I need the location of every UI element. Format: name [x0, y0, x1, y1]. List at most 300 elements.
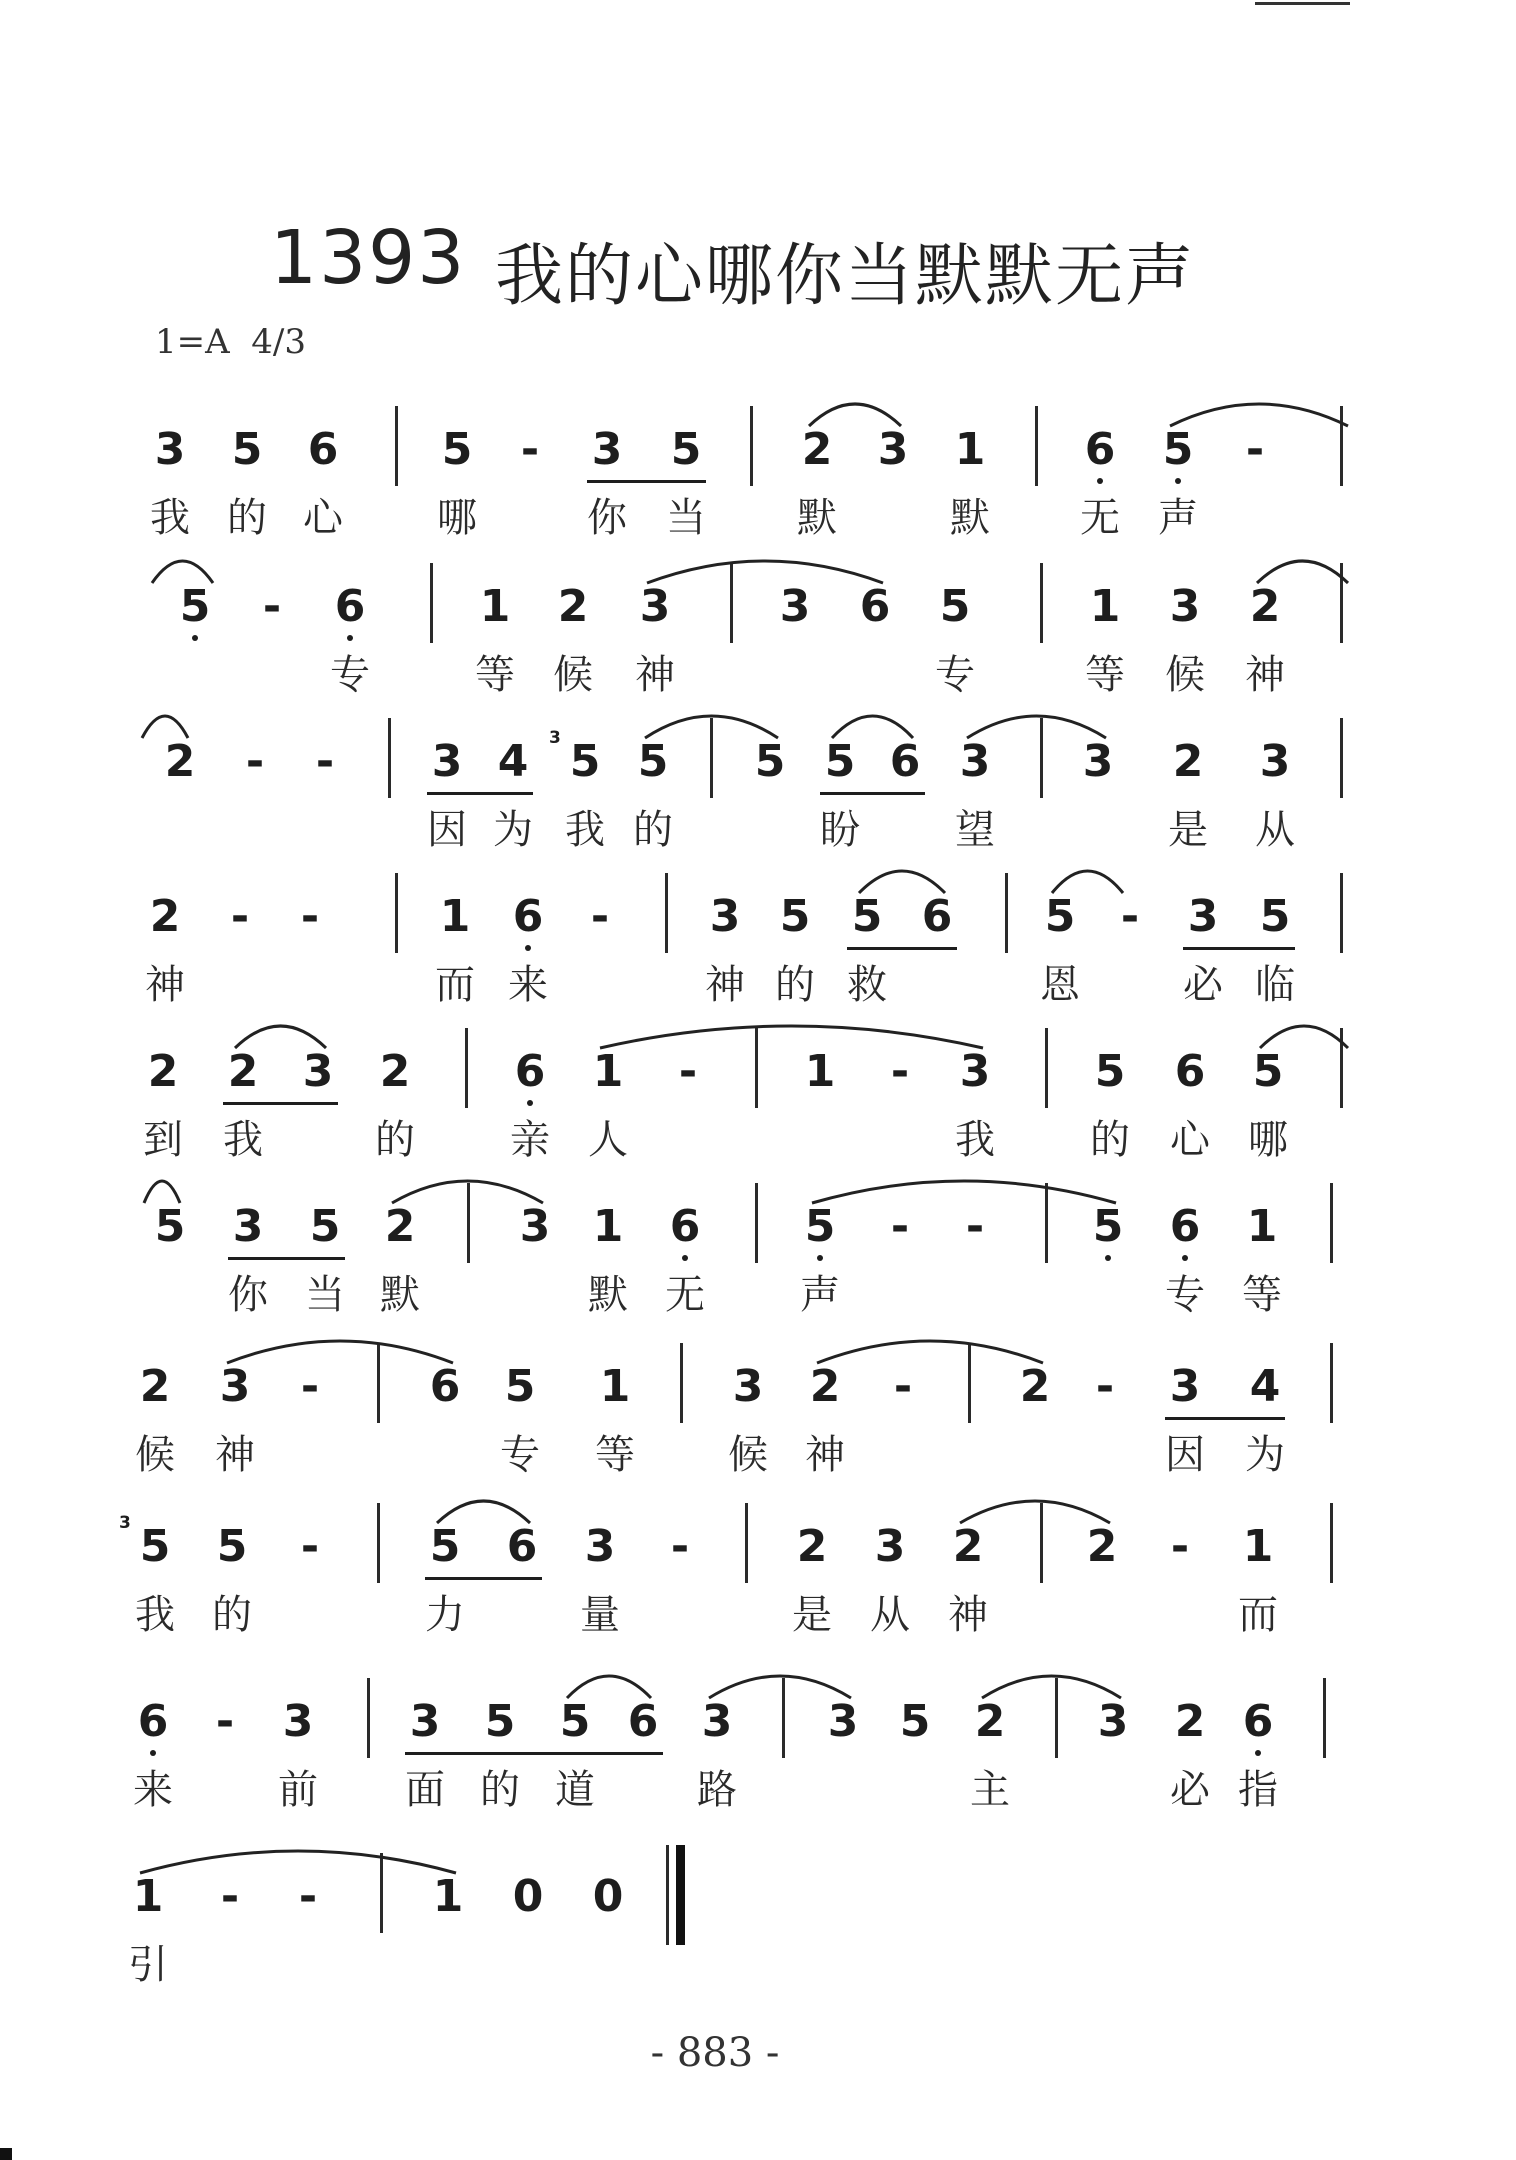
barline	[750, 406, 753, 486]
low-octave-dot	[347, 635, 353, 641]
barline	[388, 718, 391, 798]
barline	[1330, 1343, 1333, 1423]
lyric-char: 的	[775, 962, 815, 1008]
lyric-char: 神	[1245, 652, 1285, 698]
note-digit: 3	[732, 1361, 764, 1412]
slur-arc	[1258, 1012, 1350, 1052]
barline	[367, 1678, 370, 1758]
note-digit: 2	[557, 581, 589, 632]
low-octave-dot	[1097, 478, 1103, 484]
dash-note: -	[298, 1871, 318, 1922]
slur-arc	[565, 1662, 653, 1702]
slur-arc	[815, 1327, 1045, 1367]
note-digit: 1	[1246, 1201, 1278, 1252]
note-digit: 3	[1082, 736, 1114, 787]
note-digit: 1	[592, 1046, 624, 1097]
low-octave-dot	[1105, 1255, 1111, 1261]
note-digit: 3	[959, 1046, 991, 1097]
lyric-char: 的	[1090, 1117, 1130, 1163]
slur-path	[859, 871, 945, 893]
lyric-char: 哪	[437, 495, 477, 541]
note-digit: 1	[479, 581, 511, 632]
low-octave-dot	[1255, 1750, 1261, 1756]
lyric-char: 为	[493, 807, 533, 853]
lyric-char: 我	[955, 1117, 995, 1163]
lyric-char: 默	[797, 495, 837, 541]
note-digit: 3	[431, 736, 463, 787]
lyric-char: 因	[1165, 1432, 1205, 1478]
note-digit: 1	[954, 424, 986, 475]
slur-path	[967, 716, 1106, 738]
barline	[395, 873, 398, 953]
note-digit: 6	[137, 1696, 169, 1747]
lyric-char: 面	[405, 1767, 445, 1813]
note-digit: 6	[334, 581, 366, 632]
lyric-char: 默	[950, 495, 990, 541]
note-digit: 3	[877, 424, 909, 475]
slur-arc	[810, 1167, 1118, 1207]
beat-underline	[587, 480, 706, 483]
slur-path	[812, 1181, 1116, 1203]
note-digit: 1	[804, 1046, 836, 1097]
dash-note: -	[300, 1521, 320, 1572]
barline	[1005, 873, 1008, 953]
slur-path	[647, 561, 883, 583]
slur-arc	[140, 702, 190, 742]
lyric-char: 而	[435, 962, 475, 1008]
note-digit: 4	[497, 736, 529, 787]
dash-note: -	[300, 891, 320, 942]
beat-underline	[405, 1752, 663, 1755]
note-digit: 6	[514, 1046, 546, 1097]
low-octave-dot	[1175, 478, 1181, 484]
note-digit: 5	[779, 891, 811, 942]
score-line	[0, 1513, 1516, 1680]
note-digit: 2	[164, 736, 196, 787]
slur-arc	[707, 1662, 853, 1702]
note-digit: 2	[796, 1521, 828, 1572]
note-digit: 2	[1172, 736, 1204, 787]
lyric-char: 道	[555, 1767, 595, 1813]
song-number: 1393	[270, 215, 467, 301]
barline	[755, 1183, 758, 1263]
note-digit: 6	[921, 891, 953, 942]
lyric-char: 主	[970, 1767, 1010, 1813]
dash-note: -	[220, 1871, 240, 1922]
note-digit: 5	[484, 1696, 516, 1747]
low-octave-dot	[817, 1255, 823, 1261]
barline	[1340, 873, 1343, 953]
slur-arc	[1050, 857, 1125, 897]
note-digit: 6	[307, 424, 339, 475]
slur-path	[152, 561, 213, 583]
song-title: 我的心哪你当默默无声	[495, 237, 1196, 316]
note-digit: 6	[1169, 1201, 1201, 1252]
note-digit: 5	[1162, 424, 1194, 475]
slur-path	[960, 1501, 1110, 1523]
slur-path	[982, 1676, 1121, 1698]
note-digit: 6	[506, 1521, 538, 1572]
note-digit: 1	[1089, 581, 1121, 632]
note-digit: 3	[874, 1521, 906, 1572]
lyric-char: 无	[1080, 495, 1120, 541]
lyric-char: 声	[800, 1272, 840, 1318]
slur-arc	[980, 1662, 1123, 1702]
beat-underline	[228, 1257, 345, 1260]
lyric-char: 必	[1170, 1767, 1210, 1813]
note-digit: 1	[1242, 1521, 1274, 1572]
note-digit: 3	[709, 891, 741, 942]
dash-note: -	[315, 736, 335, 787]
slur-arc	[142, 1167, 182, 1207]
note-digit: 3	[701, 1696, 733, 1747]
dash-note: -	[890, 1046, 910, 1097]
dash-note: -	[893, 1361, 913, 1412]
note-digit: 5	[637, 736, 669, 787]
lyric-char: 候	[553, 652, 593, 698]
slur-arc	[1255, 547, 1350, 587]
note-digit: 5	[559, 1696, 591, 1747]
beat-underline	[223, 1102, 338, 1105]
barline	[665, 873, 668, 953]
note-digit: 3	[1169, 1361, 1201, 1412]
note-digit: 6	[859, 581, 891, 632]
lyric-char: 专	[330, 652, 370, 698]
note-digit: 2	[801, 424, 833, 475]
note-digit: 2	[1249, 581, 1281, 632]
lyric-char: 来	[133, 1767, 173, 1813]
note-digit: 3	[1187, 891, 1219, 942]
note-digit: 0	[512, 1871, 544, 1922]
barline	[680, 1343, 683, 1423]
slur-path	[142, 716, 188, 738]
lyric-char: 是	[792, 1592, 832, 1638]
note-digit: 5	[939, 581, 971, 632]
note-digit: 2	[1019, 1361, 1051, 1412]
note-digit: 1	[599, 1361, 631, 1412]
lyric-char: 我	[565, 807, 605, 853]
dash-note: -	[678, 1046, 698, 1097]
beat-underline	[1165, 1417, 1285, 1420]
slur-path	[392, 1181, 543, 1203]
beat-underline	[1183, 947, 1295, 950]
slur-arc	[645, 547, 885, 587]
lyric-char: 专	[935, 652, 975, 698]
dash-note: -	[890, 1201, 910, 1252]
low-octave-dot	[192, 635, 198, 641]
lyric-char: 量	[580, 1592, 620, 1638]
note-digit: 2	[1086, 1521, 1118, 1572]
slur-path	[1260, 1026, 1348, 1048]
lyric-char: 的	[480, 1767, 520, 1813]
note-digit: 2	[379, 1046, 411, 1097]
lyric-char: 你	[228, 1272, 268, 1318]
note-digit: 3	[639, 581, 671, 632]
note-digit: 4	[1249, 1361, 1281, 1412]
lyric-char: 等	[595, 1432, 635, 1478]
lyric-char: 心	[303, 495, 343, 541]
note-digit: 6	[1174, 1046, 1206, 1097]
note-digit: 2	[384, 1201, 416, 1252]
page-number: - 883 -	[650, 2030, 780, 2076]
note-digit: 2	[147, 1046, 179, 1097]
slur-arc	[435, 1487, 532, 1527]
note-digit: 6	[512, 891, 544, 942]
low-octave-dot	[1182, 1255, 1188, 1261]
note-digit: 1	[592, 1201, 624, 1252]
low-octave-dot	[527, 1100, 533, 1106]
note-digit: 5	[1252, 1046, 1284, 1097]
lyric-char: 亲	[510, 1117, 550, 1163]
note-digit: 1	[432, 1871, 464, 1922]
slur-path	[832, 716, 913, 738]
slur-arc	[390, 1167, 545, 1207]
note-digit: 1	[132, 1871, 164, 1922]
lyric-char: 神	[635, 652, 675, 698]
lyric-char: 声	[1158, 495, 1198, 541]
barline	[1330, 1183, 1333, 1263]
note-digit: 6	[1084, 424, 1116, 475]
note-digit: 5	[754, 736, 786, 787]
top-rule-line	[1255, 2, 1350, 5]
lyric-char: 默	[588, 1272, 628, 1318]
note-digit: 5	[154, 1201, 186, 1252]
barline	[1323, 1678, 1326, 1758]
note-digit: 3	[1097, 1696, 1129, 1747]
note-digit: 3	[232, 1201, 264, 1252]
grace-note: 3	[119, 1513, 131, 1533]
barline	[1045, 1028, 1048, 1108]
slur-arc	[233, 1012, 328, 1052]
barline	[1040, 563, 1043, 643]
beat-underline	[425, 1577, 542, 1580]
dash-note: -	[215, 1696, 235, 1747]
note-digit: 2	[1174, 1696, 1206, 1747]
lyric-char: 的	[633, 807, 673, 853]
slur-path	[1257, 561, 1348, 583]
beat-underline	[820, 792, 925, 795]
lyric-char: 路	[697, 1767, 737, 1813]
lyric-char: 指	[1238, 1767, 1278, 1813]
lyric-char: 我	[223, 1117, 263, 1163]
note-digit: 3	[959, 736, 991, 787]
lyric-char: 来	[508, 962, 548, 1008]
lyric-char: 临	[1255, 962, 1295, 1008]
lyric-char: 前	[278, 1767, 318, 1813]
barline	[1330, 1503, 1333, 1583]
note-digit: 2	[952, 1521, 984, 1572]
note-digit: 5	[429, 1521, 461, 1572]
lyric-char: 专	[500, 1432, 540, 1478]
lyric-char: 无	[665, 1272, 705, 1318]
lyric-char: 神	[145, 962, 185, 1008]
note-digit: 5	[670, 424, 702, 475]
dash-note: -	[590, 891, 610, 942]
dash-note: -	[262, 581, 282, 632]
scan-edge-mark	[0, 2148, 12, 2160]
note-digit: 0	[592, 1871, 624, 1922]
lyric-char: 因	[427, 807, 467, 853]
slur-arc	[643, 702, 780, 742]
lyric-char: 是	[1168, 807, 1208, 853]
barline	[395, 406, 398, 486]
note-digit: 6	[627, 1696, 659, 1747]
note-digit: 2	[139, 1361, 171, 1412]
lyric-char: 望	[955, 807, 995, 853]
lyric-char: 引	[128, 1942, 168, 1988]
slur-path	[645, 716, 778, 738]
note-digit: 5	[1094, 1046, 1126, 1097]
slur-path	[235, 1026, 326, 1048]
lyric-char: 候	[728, 1432, 768, 1478]
note-digit: 5	[441, 424, 473, 475]
lyric-char: 当	[666, 495, 706, 541]
note-digit: 2	[149, 891, 181, 942]
low-octave-dot	[150, 1750, 156, 1756]
note-digit: 3	[1169, 581, 1201, 632]
note-digit: 5	[1259, 891, 1291, 942]
barline	[465, 1028, 468, 1108]
lyric-char: 从	[1255, 807, 1295, 853]
lyric-char: 必	[1183, 962, 1223, 1008]
dash-note: -	[965, 1201, 985, 1252]
lyric-char: 的	[375, 1117, 415, 1163]
lyric-char: 的	[212, 1592, 252, 1638]
note-digit: 5	[804, 1201, 836, 1252]
note-digit: 6	[669, 1201, 701, 1252]
lyric-char: 我	[150, 495, 190, 541]
note-digit: 3	[827, 1696, 859, 1747]
lyric-char: 等	[1242, 1272, 1282, 1318]
slur-arc	[857, 857, 947, 897]
dash-note: -	[230, 891, 250, 942]
note-digit: 3	[519, 1201, 551, 1252]
final-barline-thin	[666, 1845, 669, 1945]
slur-path	[817, 1341, 1043, 1363]
note-digit: 3	[584, 1521, 616, 1572]
score-line	[0, 1046, 1516, 1205]
note-digit: 5	[139, 1521, 171, 1572]
note-digit: 3	[219, 1361, 251, 1412]
note-digit: 5	[504, 1361, 536, 1412]
score-line	[0, 1696, 1516, 1855]
note-digit: 5	[1092, 1201, 1124, 1252]
low-octave-dot	[682, 1255, 688, 1261]
note-digit: 6	[889, 736, 921, 787]
note-digit: 3	[282, 1696, 314, 1747]
slur-arc	[598, 1012, 985, 1052]
slur-path	[1052, 871, 1123, 893]
slur-arc	[807, 390, 903, 430]
note-digit: 2	[809, 1361, 841, 1412]
dash-note: -	[300, 1361, 320, 1412]
slur-arc	[225, 1327, 455, 1367]
barline	[377, 1503, 380, 1583]
barline	[745, 1503, 748, 1583]
note-digit: 5	[851, 891, 883, 942]
slur-path	[1170, 404, 1348, 426]
lyric-char: 等	[475, 652, 515, 698]
grace-note: 3	[549, 728, 561, 748]
slur-path	[144, 1181, 180, 1203]
lyric-char: 从	[870, 1592, 910, 1638]
note-digit: 3	[302, 1046, 334, 1097]
note-digit: 3	[591, 424, 623, 475]
score-line	[0, 1361, 1516, 1520]
dash-note: -	[245, 736, 265, 787]
note-digit: 5	[216, 1521, 248, 1572]
lyric-char: 等	[1085, 652, 1125, 698]
slur-arc	[138, 1837, 458, 1877]
lyric-char: 恩	[1040, 962, 1080, 1008]
slur-path	[140, 1851, 456, 1873]
lyric-char: 救	[847, 962, 887, 1008]
note-digit: 3	[779, 581, 811, 632]
slur-path	[567, 1676, 651, 1698]
lyric-char: 力	[425, 1592, 465, 1638]
lyric-char: 盼	[820, 807, 860, 853]
slur-path	[437, 1501, 530, 1523]
lyric-char: 到	[143, 1117, 183, 1163]
note-digit: 3	[409, 1696, 441, 1747]
lyric-char: 默	[380, 1272, 420, 1318]
lyric-char: 神	[705, 962, 745, 1008]
note-digit: 5	[899, 1696, 931, 1747]
lyric-char: 候	[135, 1432, 175, 1478]
note-digit: 5	[569, 736, 601, 787]
lyric-char: 神	[805, 1432, 845, 1478]
dash-note: -	[1120, 891, 1140, 942]
slur-arc	[830, 702, 915, 742]
note-digit: 2	[227, 1046, 259, 1097]
lyric-char: 心	[1170, 1117, 1210, 1163]
note-digit: 6	[429, 1361, 461, 1412]
barline	[1035, 406, 1038, 486]
slur-arc	[1168, 390, 1350, 430]
slur-arc	[958, 1487, 1112, 1527]
lyric-char: 而	[1238, 1592, 1278, 1638]
slur-arc	[965, 702, 1108, 742]
note-digit: 5	[309, 1201, 341, 1252]
lyric-char: 当	[305, 1272, 345, 1318]
beat-underline	[847, 947, 957, 950]
dash-note: -	[520, 424, 540, 475]
lyric-char: 的	[227, 495, 267, 541]
lyric-char: 神	[948, 1592, 988, 1638]
lyric-char: 专	[1165, 1272, 1205, 1318]
dash-note: -	[1245, 424, 1265, 475]
slur-path	[227, 1341, 453, 1363]
note-digit: 3	[154, 424, 186, 475]
lyric-char: 为	[1245, 1432, 1285, 1478]
final-barline-thick	[676, 1845, 685, 1945]
score-line	[0, 728, 1516, 895]
note-digit: 1	[439, 891, 471, 942]
lyric-char: 我	[135, 1592, 175, 1638]
barline	[430, 563, 433, 643]
key-signature: 1=A 4/3	[155, 322, 307, 362]
low-octave-dot	[525, 945, 531, 951]
lyric-char: 神	[215, 1432, 255, 1478]
lyric-char: 候	[1165, 652, 1205, 698]
score-line	[0, 1871, 1516, 2030]
note-digit: 5	[179, 581, 211, 632]
lyric-char: 人	[588, 1117, 628, 1163]
note-digit: 5	[231, 424, 263, 475]
dash-note: -	[670, 1521, 690, 1572]
slur-path	[809, 404, 901, 426]
beat-underline	[427, 792, 533, 795]
